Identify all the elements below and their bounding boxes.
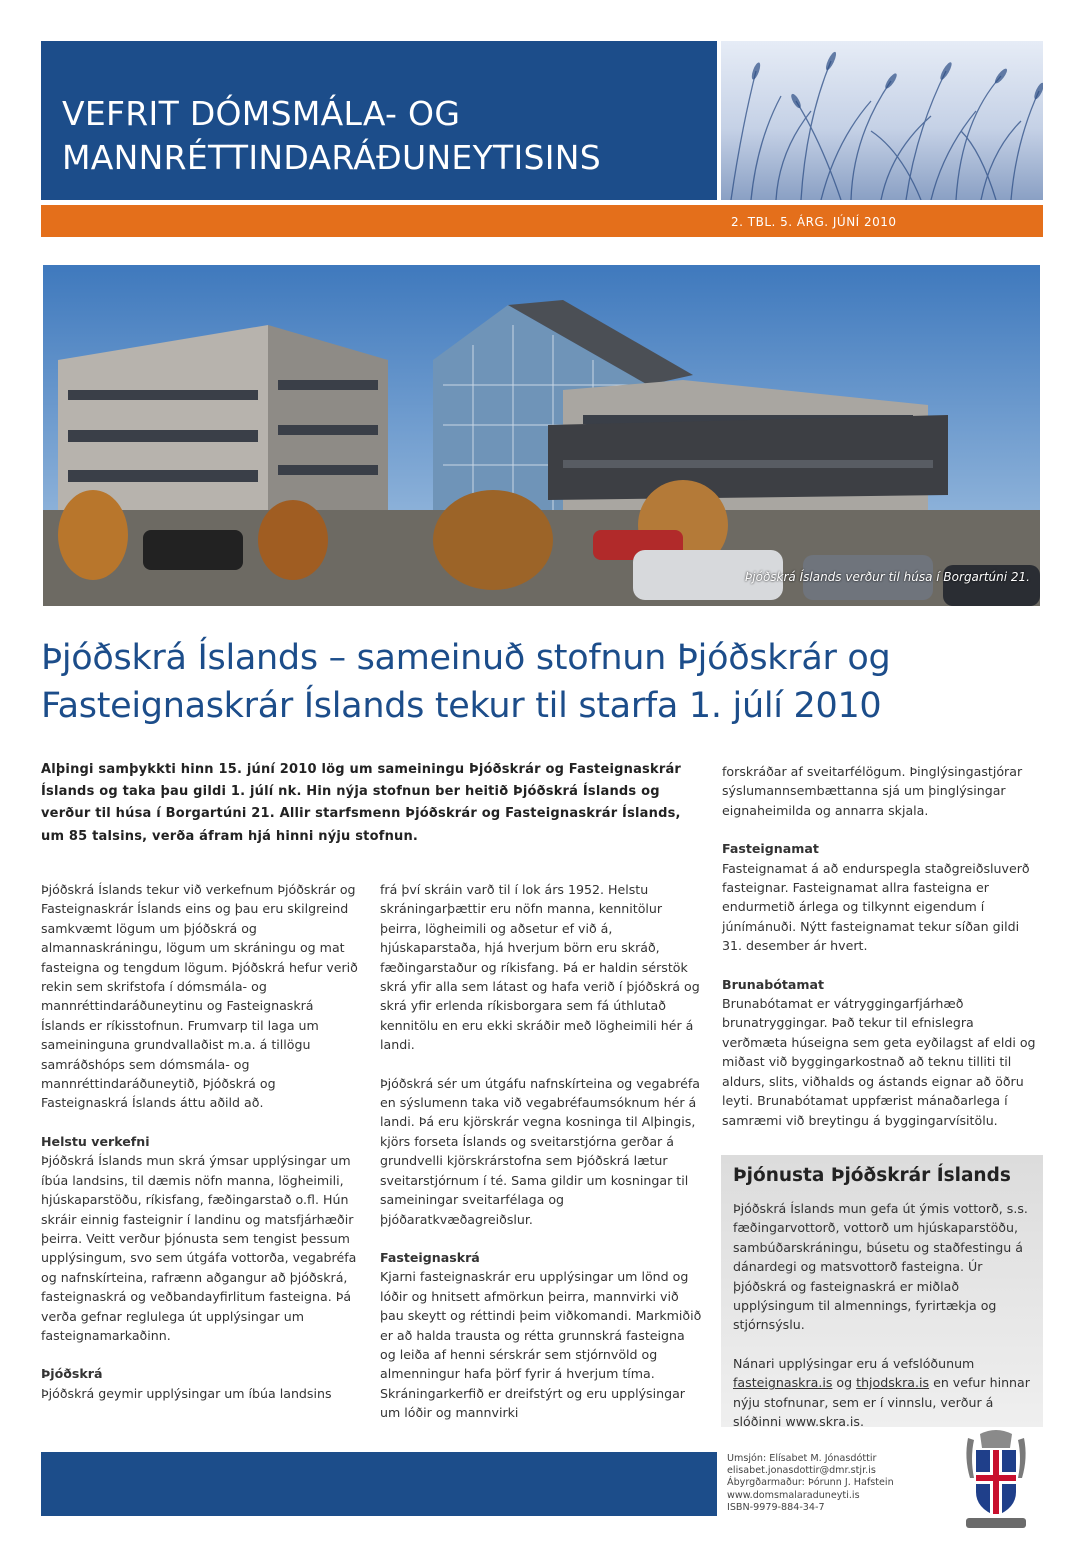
article-column-1: [41, 880, 361, 1403]
issue-info: 2. TBL. 5. ÁRG. JÚNÍ 2010: [731, 215, 897, 229]
info-box-paragraph-links: [733, 1354, 1038, 1432]
link-fasteignaskra[interactable]: fasteignaskra.is: [733, 1375, 833, 1391]
paragraph: Þjóðskrá Íslands tekur við verkefnum Þjóðskrár og Fasteignaskrár Íslands eins og þau eru skilgreind samkvæmt lögum um þjóðskrá og almannaskráningu, lögum um skráningu og mat fasteigna og tengdum lögum. Þjóðskrá hefur verið rekin sem skrifstofa í dómsmála- og mannréttindaráðuneytinu og Fasteignaskrá Íslands er ríkisstofnun. Frumvarp til laga um sameininguna grundvallaðist m.a. á tillögu samráðshóps sem dómsmála- og mannréttindaráðuneytið, Þjóðskrá og Fasteignaskrá Íslands áttu aðild að.: [41, 882, 358, 1111]
masthead-title-line1: VEFRIT DÓMSMÁLA- OG: [62, 94, 461, 133]
credits-line: Umsjón: Elísabet M. Jónasdóttir: [727, 1453, 877, 1464]
article-column-3: [722, 762, 1042, 1130]
footer-bar: [41, 1452, 717, 1516]
photo-caption: Þjóðskrá Íslands verður til húsa í Borgartúni 21.: [744, 570, 1030, 584]
lead-paragraph: Alþingi samþykkti hinn 15. júní 2010 lög um sameiningu Þjóðskrár og Fasteignaskrár Íslands og taka þau gildi 1. júlí nk. Hin nýja stofnun ber heitið Þjóðskrá Íslands og verður til húsa í Borgartúni 21. Allir starfsmenn Þjóðskrár og Fasteignaskrár Íslands, um 85 talsins, verða áfram hjá hinni nýju stofnun.: [41, 762, 682, 844]
coat-of-arms-icon: [960, 1428, 1032, 1540]
paragraph: forskráðar af sveitarfélögum. Þinglýsingastjórar sýslumannsembættanna sjá um þinglýsingar eignaheimilda og annarra skjala.: [722, 764, 1023, 818]
masthead-title: [62, 92, 702, 180]
paragraph: Þjóðskrá geymir upplýsingar um íbúa landsins: [41, 1385, 332, 1401]
subheading-thjodskra: Þjóðskrá: [41, 1366, 103, 1382]
paragraph: Kjarni fasteignaskrár eru upplýsingar um lönd og lóðir og hnitsett afmörkun þeirra, mannvirki við þau skeytt og réttindi þeim viðkomandi. Markmiðið er að halda trausta og rétta grunnskrá fasteigna og leiða af henni sérskrár sem stjórnvöld og almenningur hafa þörf fyrir á hverjum tíma. Skráningarkerfið er dreifstýrt og eru upplýsingar um lóðir og mannvirki: [380, 1269, 702, 1421]
subheading-helstu-verkefni: Helstu verkefni: [41, 1133, 150, 1149]
masthead-title-line2: MANNRÉTTINDARÁÐUNEYTISINS: [62, 138, 602, 177]
credits-website[interactable]: www.domsmalaraduneyti.is: [727, 1489, 860, 1501]
info-box-title: Þjónusta Þjóðskrár Íslands: [733, 1165, 1011, 1186]
subheading-brunabotamat: Brunabótamat: [722, 976, 825, 992]
info-box: [721, 1155, 1043, 1430]
subheading-fasteignamat: Fasteignamat: [722, 841, 819, 857]
info-box-paragraph: Þjóðskrá Íslands mun gefa út ýmis vottorð, s.s. fæðingarvottorð, vottorð um hjúskaparstöðu, sambúðarskráningu, búsetu og staðfestingu á dánardegi og matsvottorð fasteigna. Úr þjóðskrá og fasteignaskrá er miðlað upplýsingum til almennings, fyrirtækja og stjórnsýslu.: [733, 1201, 1028, 1333]
building-photo: [43, 265, 1040, 606]
paragraph: Þjóðskrá sér um útgáfu nafnskírteina og vegabréfa en sýslumenn taka við vegabréfaumsóknum hér á landi. Þá eru kjörskrár vegna kosninga til Alþingis, kjörs forseta Íslands og sveitarstjórna gerðar á grundvelli kjörskrárstofna sem Þjóðskrá lætur sveitarstjórnum í té. Sama gildir um kosningar til sameiningar sveitarfélaga og þjóðaratkvæðagreiðslur.: [380, 1075, 701, 1227]
subheading-fasteignaskra: Fasteignaskrá: [380, 1249, 480, 1265]
credits-line: Ábyrgðarmaður: Þórunn J. Hafstein: [727, 1477, 894, 1489]
paragraph: Brunabótamat er vátryggingarfjárhæð brunatryggingar. Það tekur til efnislegra verðmæta húseigna sem geta eyðilagst af eldi og miðast við byggingarkostnað að teknu tilliti til aldurs, slits, viðhalds og ástands eignar að öðru leyti. Brunabótamat uppfærist mánaðarlega í samræmi við breytingu á byggingarvísitölu.: [722, 996, 1036, 1128]
credits: [727, 1453, 967, 1514]
credits-isbn: ISBN-9979-884-34-7: [727, 1501, 825, 1513]
headline: [41, 634, 1041, 730]
info-text: og: [832, 1375, 857, 1391]
credits-email[interactable]: elisabet.jonasdottir@dmr.stjr.is: [727, 1465, 876, 1477]
headline-line1: Þjóðskrá Íslands – sameinuð stofnun Þjóðskrár og: [41, 638, 891, 678]
info-text: en vefur hinnar nýju stofnunar, sem er í vinnslu, verður á slóðinni www.skra.is.: [733, 1375, 1030, 1430]
grass-image: [721, 41, 1043, 200]
headline-line2: Fasteignaskrár Íslands tekur til starfa 1. júlí 2010: [41, 686, 882, 726]
article-column-2: [380, 880, 702, 1423]
link-thjodskra[interactable]: thjodskra.is: [856, 1375, 930, 1391]
info-box-body: [733, 1199, 1038, 1431]
paragraph: Fasteignamat á að endurspegla staðgreiðsluverð fasteignar. Fasteignamat allra fasteigna er endurmetið árlega og tilkynnt eigendum í júnímánuði. Nýtt fasteignamat tekur síðan gildi 31. desember ár hvert.: [722, 860, 1030, 954]
paragraph: Þjóðskrá Íslands mun skrá ýmsar upplýsingar um íbúa landsins, til dæmis nöfn manna, lögheimili, hjúskaparstöðu, ríkisfang, fæðingarstað o.fl. Hún skráir einnig fasteignir í landinu og matsfjárhæðir þeirra. Veitt verður þjónusta sem tengist þessum upplýsingum, svo sem útgáfa vottorða, vegabréfa og nafnskírteina, rafrænn aðgangur að þjóðskrá, fasteignaskrá og veðbandayfirlitum fasteigna. Þá verða gefnar reglulega út upplýsingar um fasteignamarkaðinn.: [41, 1153, 357, 1343]
paragraph: frá því skráin varð til í lok árs 1952. Helstu skráningarþættir eru nöfn manna, kennitölur þeirra, lögheimili og aðsetur ef við á, hjúskaparstaða, hjá hverjum börn eru skráð, fæðingarstaður og ríkisfang. Þá er haldin sérstök skrá yfir alla sem látast og hafa verið í þjóðskrá og skrá yfir erlenda ríkisborgara sem fá úthlutað kennitölu en eru ekki skráðir með lögheimili hér á landi.: [380, 882, 700, 1053]
info-text: Nánari upplýsingar eru á vefslóðunum: [733, 1355, 975, 1371]
